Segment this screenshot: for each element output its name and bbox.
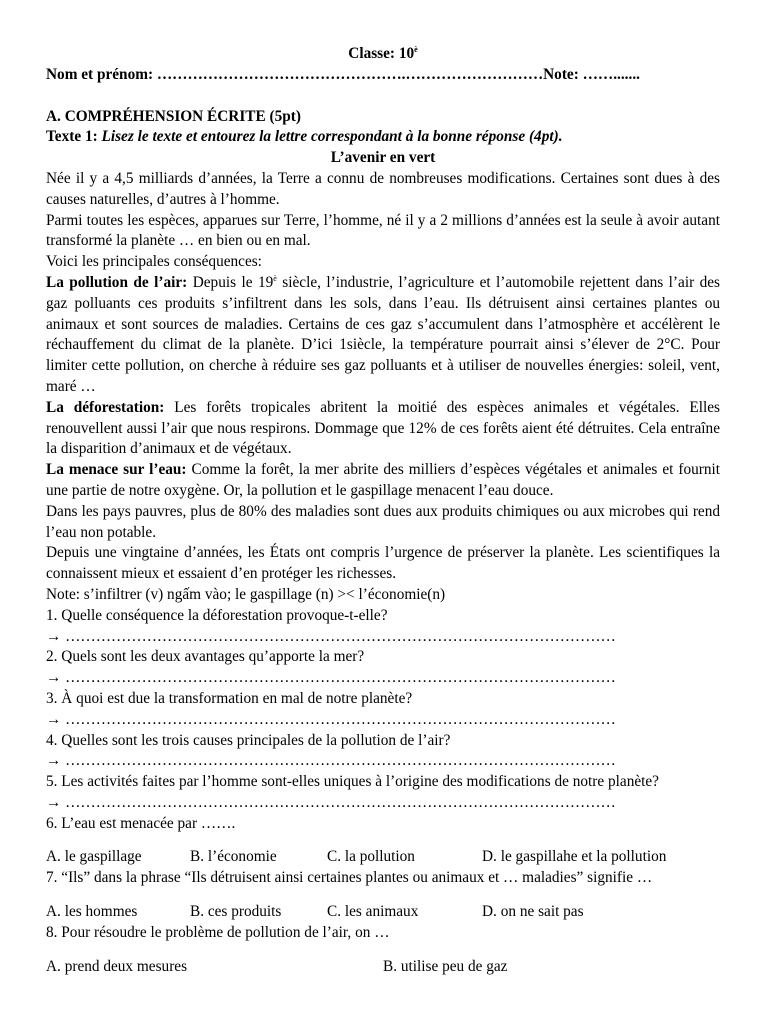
question-5: 5. Les activités faites par l’homme sont-elles uniques à l’origine des modifications de notre planète? <box>46 773 659 791</box>
instruction <box>46 127 720 148</box>
paragraph-water-threat <box>46 460 720 502</box>
q6-option-a[interactable]: A. le gaspillage <box>46 848 142 866</box>
class-label: Classe: 10 <box>348 45 415 62</box>
air-pollution-label: La pollution de l’air: <box>46 273 188 291</box>
question-3: 3. À quoi est due la transformation en mal de notre planète? <box>46 689 413 707</box>
air-pollution-text-a: Depuis le 19 <box>192 273 274 291</box>
paragraph-3: Voici les principales conséquences: <box>46 253 262 271</box>
question-4: 4. Quelles sont les trois causes principales de la pollution de l’air? <box>46 731 451 749</box>
class-superscript: è <box>414 44 418 54</box>
vocabulary-note: Note: s’infiltrer (v) ngấm vào; le gaspillage (n) >< l’économie(n) <box>46 585 446 603</box>
paragraph-2: Parmi toutes les espèces, apparues sur Terre, l’homme, né il y a 2 millions d’années est la seule à avoir autant transformé la planète … en bien ou en mal. <box>46 211 720 250</box>
q7-option-c[interactable]: C. les animaux <box>327 903 419 921</box>
q6-option-c[interactable]: C. la pollution <box>327 848 415 866</box>
instruction-label: Texte 1: <box>46 128 98 146</box>
air-pollution-text-b: siècle, l’industrie, l’agriculture et l’automobile rejettent dans l’air des gaz polluants ces produits s’infiltrent dans les sols, dans l’eau. Ils détruisent ainsi certaines plantes ou animaux et sont sources de maladies. Certains de ces gaz s’accumulent dans l’atmosphère et accélèrent le réchauffement du climat de la planète. D’ici 1siècle, la température pourrait ainsi s’élever de 2°C. Pour limiter cette pollution, on cherche à réduire ses gaz polluants et à utiliser de nouvelles énergies: soleil, vent, maré … <box>46 273 720 395</box>
paragraph-1: Née il y a 4,5 milliards d’années, la Terre a connu de nombreuses modifications. Certaines sont dues à des causes naturelles, d’autres à l’homme. <box>46 169 720 208</box>
spacer <box>46 944 720 957</box>
paragraph-deforestation <box>46 398 720 460</box>
q7-option-d[interactable]: D. on ne sait pas <box>482 903 584 921</box>
answer-line-4[interactable]: → ……………………………………………………………………………………………… <box>46 752 616 770</box>
water-threat-text: Comme la forêt, la mer abrite des milliers d’espèces végétales et animales et fournit une partie de notre oxygène. Or, la pollution et le gaspillage menacent l’eau douce. <box>46 461 720 499</box>
q7-option-a[interactable]: A. les hommes <box>46 903 138 921</box>
answer-line-1[interactable]: → ……………………………………………………………………………………………… <box>46 627 616 645</box>
spacer <box>46 889 720 902</box>
q8-option-b[interactable]: B. utilise peu de gaz <box>383 958 508 976</box>
q7-option-b[interactable]: B. ces produits <box>190 903 282 921</box>
answer-line-2[interactable]: → ……………………………………………………………………………………………… <box>46 669 616 687</box>
q8-option-a[interactable]: A. prend deux mesures <box>46 958 188 976</box>
instruction-text: Lisez le texte et entourez la lettre correspondant à la bonne réponse (4pt). <box>101 128 563 146</box>
question-7: 7. “Ils” dans la phrase “Ils détruisent ainsi certaines plantes ou animaux et … maladies” signifie … <box>46 869 653 887</box>
class-heading <box>46 44 720 65</box>
worksheet <box>46 44 720 978</box>
q6-option-b[interactable]: B. l’économie <box>190 848 277 866</box>
answer-line-5[interactable]: → ……………………………………………………………………………………………… <box>46 793 616 811</box>
question-1: 1. Quelle conséquence la déforestation provoque-t-elle? <box>46 606 388 624</box>
question-8: 8. Pour résoudre le problème de pollution de l’air, on … <box>46 924 390 942</box>
name-line: Nom et prénom: ………………………………………….………………………Note: ……....... <box>46 65 640 83</box>
question-6-options <box>46 847 720 868</box>
spacer <box>46 86 720 107</box>
paragraph-air-pollution <box>46 273 720 398</box>
deforestation-text: Les forêts tropicales abritent la moitié des espèces animales et végétales. Elles renouvellent aussi l’air que nous respirons. Dommage que 12% de ces forêts aient été détruites. Cela entraîne la disparition d’animaux et de végétaux. <box>46 398 721 458</box>
answer-line-3[interactable]: → ……………………………………………………………………………………………… <box>46 710 616 728</box>
spacer <box>46 834 720 847</box>
paragraph-7: Dans les pays pauvres, plus de 80% des maladies sont dues aux produits chimiques ou aux microbes qui rend l’eau non potable. <box>46 502 720 541</box>
water-threat-label: La menace sur l’eau: <box>46 461 187 479</box>
deforestation-label: La déforestation: <box>46 398 165 416</box>
q6-option-d[interactable]: D. le gaspillahe et la pollution <box>482 848 667 866</box>
paragraph-8: Depuis une vingtaine d’années, les États ont compris l’urgence de préserver la planète. Les scientifiques la connaissent mieux et essaient d’en protéger les richesses. <box>46 544 720 583</box>
question-8-options <box>46 957 720 978</box>
question-6: 6. L’eau est menacée par ……. <box>46 814 236 832</box>
question-2: 2. Quels sont les deux avantages qu’apporte la mer? <box>46 648 365 666</box>
section-title: A. COMPRÉHENSION ÉCRITE (5pt) <box>46 107 301 125</box>
question-7-options <box>46 902 720 923</box>
century-superscript: è <box>273 273 277 283</box>
text-title: L’avenir en vert <box>330 149 436 167</box>
